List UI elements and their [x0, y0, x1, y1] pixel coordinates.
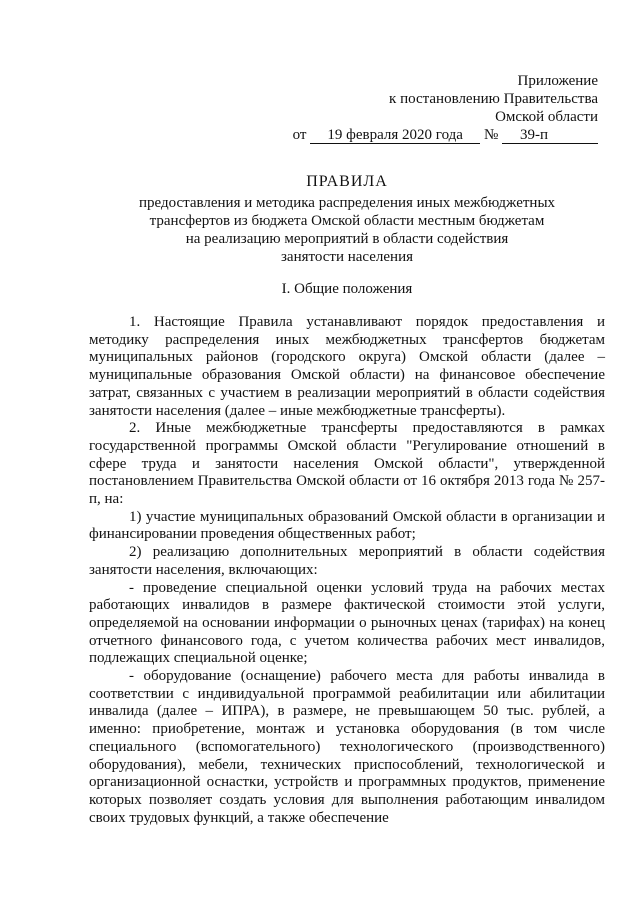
- appendix-title: Приложение: [517, 73, 598, 89]
- number-label: №: [483, 127, 499, 143]
- document-title: ПРАВИЛА: [306, 173, 388, 190]
- paragraph: 1. Настоящие Правила устанавливают порядок предоставления и методику распределения иных межбюджетных трансфертов бюджетам муниципальных районов (городского округа) Омской области (далее – муниципальные образования Омской области) на финансовое обеспечение затрат, связанных с участием в реализации мероприятий в области содействия занятости населения (далее – иные межбюджетные трансферты).: [89, 314, 605, 419]
- subtitle-line: занятости населения: [280, 249, 413, 265]
- resolution-number: 39-п: [502, 127, 598, 144]
- resolution-date: 19 февраля 2020 года: [310, 127, 480, 144]
- subtitle-line: предоставления и методика распределения иных межбюджетных: [138, 195, 556, 211]
- paragraph: - проведение специальной оценки условий труда на рабочих местах работающих инвалидов в размере фактической стоимости этой услуги, определяемой на основании информации о рыночных ценах (тарифах) на конец отчетного финансового года, с учетом количества рабочих мест инвалидов, подлежащих специальной оценке;: [89, 579, 605, 667]
- subtitle-line: трансфертов из бюджета Омской области местным бюджетам: [149, 213, 545, 229]
- paragraph: 2. Иные межбюджетные трансферты предоставляются в рамках государственной программы Омской области "Регулирование отношений в сфере труда и занятости населения Омской области", утвержденной постановлением Правительства Омской области от 16 октября 2013 года № 257-п, на:: [89, 420, 605, 508]
- resolution-date-line: [293, 126, 598, 144]
- subtitle-line: на реализацию мероприятий в области содействия: [185, 231, 509, 247]
- appendix-resolution-line: к постановлению Правительства: [389, 91, 598, 107]
- paragraph: 2) реализацию дополнительных мероприятий в области содействия занятости населения, включающих:: [89, 544, 605, 578]
- paragraph: - оборудование (оснащение) рабочего места для работы инвалида в соответствии с индивидуальной программой реабилитации или абилитации инвалида (далее – ИПРА), в размере, не превышающем 50 тыс. рублей, а именно: приобретение, монтаж и установка оборудования (в том числе специального (вспомогательного) технологического (производственного) оборудования), мебели, технических приспособлений, технологической и организационной оснастки, устройств и программных продуктов, применение которых позволяет создать условия для выполнения работающим инвалидом своих трудовых функций, а также обеспечение: [89, 668, 605, 826]
- from-label: от: [292, 127, 307, 143]
- document-subtitle: [80, 194, 614, 266]
- paragraph: 1) участие муниципальных образований Омской области в организации и финансировании проведения общественных работ;: [89, 508, 605, 543]
- appendix-header: [293, 72, 598, 144]
- appendix-region-line: Омской области: [495, 109, 598, 125]
- section-heading: I. Общие положения: [281, 281, 413, 297]
- document-title-block: [80, 173, 614, 266]
- document-body: [89, 314, 605, 827]
